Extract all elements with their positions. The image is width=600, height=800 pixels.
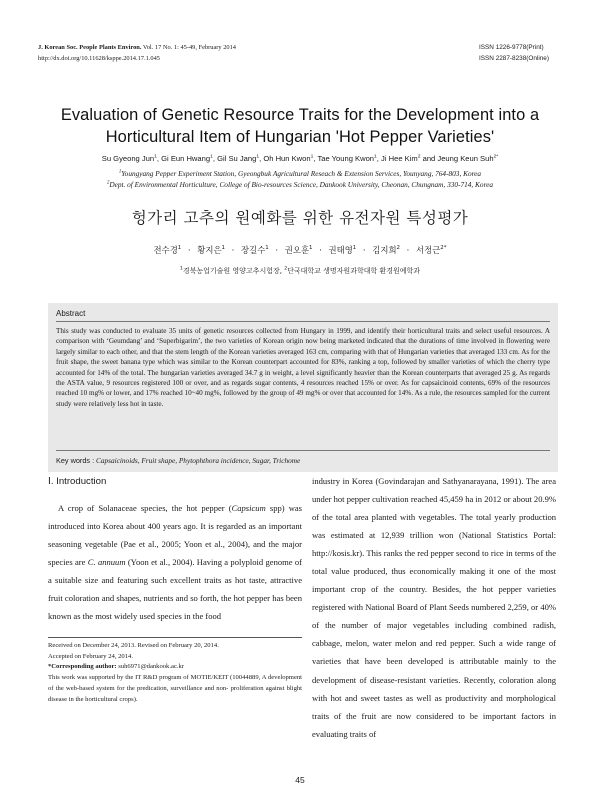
korean-author-name: 장길수 xyxy=(241,245,266,255)
species-c-annuum: C. annuum xyxy=(87,557,126,568)
affiliation-1-mark: 1 xyxy=(118,169,122,175)
korean-affil-mark-2: 2 xyxy=(284,266,288,272)
author-separator: , xyxy=(313,154,318,163)
section-heading-introduction: Ⅰ. Introduction xyxy=(48,476,107,487)
doi-link[interactable]: http://dx.doi.org/10.11628/ksppe.2014.17.1.045 xyxy=(38,54,160,62)
korean-author-separator: · xyxy=(404,245,413,255)
author-affil-mark: 2 xyxy=(417,154,421,160)
abstract-text: This study was conducted to evaluate 35 units of genetic resources collected from Hungary in 1999, and identify their horticultural traits and select useful resources. A comparison with ‘Geumdang’ and ‘Superbigarim’, the two varieties of Korean origin now being marketed indicated that the durations of time involved in flowering were largely similar to each other, and that the stem length of the Korean varieties averaged 163 cm, comparing with that of Hungarian varieties that averaged 133 cm. As for the fruit shape, the sweet banana type which was similar to the Korean counterpart accounted for 83%, ranking a top, followed by smaller varieties of which the cherry type accounted for 14% of the total. The hungarian varieties averaged 34.7 g in weight, a level significantly heavier than the Korean counterparts that averaged 25 g. As regards the ASTA value, 9 resources registered 100 or over, and as regards sugar contents, 4 resources reached 15% or over. As for capsaicinoid contents, 69% of the resources reached 10 mg% or lower, and 17% reached 10~40 mg%, followed by the group of 49 mg% or over that accounted for 14%. As a rule, the resources sampled for the current study were relatively less hot in taste. xyxy=(56,327,550,408)
intro-left-column xyxy=(48,499,302,625)
author-name: Su Gyeong Jun xyxy=(101,154,155,163)
korean-author-name: 서정근 xyxy=(416,245,441,255)
corresponding-email[interactable]: suh6971@dankook.ac.kr xyxy=(116,663,184,671)
affiliation-2-text: Dept. of Environmental Horticulture, College of Bio-resources Science, Dankook University, Cheonan, Chungnam, 330-714, Korea xyxy=(109,180,494,189)
korean-author-name: 권오훈 xyxy=(284,245,310,255)
korean-author-name: 전수경 xyxy=(153,245,178,255)
author-name: Jeung Keun Suh xyxy=(437,154,494,163)
footnote-block xyxy=(48,641,302,705)
author-affil-mark: 1 xyxy=(374,154,377,160)
author-affil-mark: 1 xyxy=(154,154,157,160)
korean-author-affil-mark: 2 xyxy=(396,245,401,252)
received-date: Received on December 24, 2013. Revised on February 20, 2014. xyxy=(48,642,219,649)
korean-author-affil-mark: 1 xyxy=(352,245,357,252)
korean-author-separator: · xyxy=(229,245,238,255)
korean-title: 헝가리 고추의 원예화를 위한 유전자원 특성평가 xyxy=(131,209,469,227)
intro-text-b: spp) was introduced into Korea about 400 years ago. It is regarded as an important seasoning vegetable (Pae et al., 2005; Yoon et al., 2004), and the major species are xyxy=(48,503,302,568)
affiliation-2 xyxy=(30,179,570,190)
korean-author-affil-mark: 1 xyxy=(177,245,182,252)
author-separator: , xyxy=(156,154,162,163)
intro-right-column: industry in Korea (Govindarajan and Sathyanarayana, 1991). The area under hot pepper cultivation reached 45,459 ha in 2012 or about 20.9% of the total area planted with vegetables. The total yearly production was estimated at 12,939 trillion won (National Statistics Portal: http://kosis.kr). This ranks the red pepper second to rice in terms of the total value produced, thus economically making it one of the most important crop of the country. Besides, the hot pepper varieties registered with National Board of Plant Seeds numbered 2,259, or 40% of the number of major vegetables including combined radish, cabbage, melon, water melon and red pepper. Such a wide range of varieties that have been developed is attributable mainly to the development of disease-resistant varieties. Recently, coloration along with hot and sweet tastes as well as productivity and morphological traits of the fruit are now considered to be important factors in evaluating traits of xyxy=(312,476,556,739)
issn-online: ISSN 2287-8238(Online) xyxy=(479,54,549,62)
korean-author-affil-mark: 2* xyxy=(440,245,447,252)
abstract-heading: Abstract xyxy=(56,309,86,318)
species-capsicum: Capsicum xyxy=(231,503,266,513)
korean-affil-mark-1: 1 xyxy=(179,266,183,272)
author-separator: , xyxy=(376,154,382,163)
author-name: Ji Hee Kim xyxy=(381,154,418,163)
affiliation-1 xyxy=(30,168,570,179)
paper-title xyxy=(30,104,570,148)
korean-author-separator: · xyxy=(185,245,194,255)
accepted-date: Accepted on February 24, 2014. xyxy=(48,652,133,660)
author-list xyxy=(30,154,570,163)
corresponding-label: *Corresponding author: xyxy=(48,663,117,671)
corresponding-author xyxy=(48,662,302,673)
korean-author-affil-mark: 1 xyxy=(221,245,226,252)
author-separator: and xyxy=(420,154,438,163)
author-name: Oh Hun Kwon xyxy=(263,154,311,163)
affiliation-2-mark: 2 xyxy=(106,180,110,186)
author-affil-mark: 2* xyxy=(493,154,499,160)
abstract-divider-bottom xyxy=(56,450,550,451)
korean-author-name: 김지희 xyxy=(372,245,397,255)
author-name: Gil Su Jang xyxy=(217,154,257,163)
author-affil-mark: 1 xyxy=(210,154,213,160)
intro-text-c: (Yoon et al., 2004). Having a polyploid genome of a suitable size and featuring such excellent traits as hot taste, attractive fruit coloration and shapes, nutrients and so forth, the hot pepper has been known as the most widely used species in the food xyxy=(48,557,303,622)
korean-author-name: 권태영 xyxy=(328,245,353,255)
volume-info: Vol. 17 No. 1: 45-49, February 2014 xyxy=(141,44,237,51)
korean-author-list xyxy=(30,244,570,256)
korean-affil-1: 경북농업기술원 영양고추시험장, xyxy=(182,267,285,275)
keywords xyxy=(56,456,300,465)
korean-author-name: 황지은 xyxy=(197,245,222,255)
journal-header xyxy=(38,43,236,64)
author-name: Gi Eun Hwang xyxy=(161,154,211,163)
author-affil-mark: 1 xyxy=(310,154,314,160)
issn-print: ISSN 1226-9778(Print) xyxy=(479,44,544,51)
journal-name: J. Korean Soc. People Plants Environ. xyxy=(38,44,142,51)
author-separator: , xyxy=(212,154,218,163)
korean-author-separator: · xyxy=(316,245,325,255)
funding-note: This work was supported by the IT R&D program of MOTIE/KEIT (10044889, A development of the web-based system for the predication, surveillance and non- proliferation against blight disease in the horticultural crops). xyxy=(48,674,302,703)
keywords-list: Capsaicinoids, Fruit shape, Phytophthora incidence, Sugar, Trichome xyxy=(94,456,301,465)
korean-author-affil-mark: 1 xyxy=(265,245,269,252)
issn-block xyxy=(479,43,549,64)
keywords-label: Key words : xyxy=(56,456,95,465)
intro-text-a: A crop of Solanaceae species, the hot pepper ( xyxy=(58,503,232,513)
korean-affil-2: 단국대학교 생명자원과학대학 환경원예학과 xyxy=(287,267,421,275)
title-line-1: Evaluation of Genetic Resource Traits for the Development into a xyxy=(60,106,540,124)
title-line-2: Horticultural Item of Hungarian 'Hot Pepper Varieties' xyxy=(105,128,495,146)
korean-affiliation xyxy=(30,266,570,276)
korean-author-affil-mark: 1 xyxy=(309,245,313,252)
footnote-divider xyxy=(48,637,302,638)
korean-author-separator: · xyxy=(360,245,369,255)
abstract-divider-top xyxy=(56,321,550,322)
page-number: 45 xyxy=(295,775,305,785)
author-affil-mark: 1 xyxy=(256,154,260,160)
affiliation-1-text: Youngyang Pepper Experiment Station, Gyeongbuk Agricultural Reseach & Extension Services, Younyang, 764-803, Korea xyxy=(121,169,482,178)
korean-author-separator: · xyxy=(272,245,281,255)
author-name: Tae Young Kwon xyxy=(317,154,375,163)
author-separator: , xyxy=(259,154,264,163)
